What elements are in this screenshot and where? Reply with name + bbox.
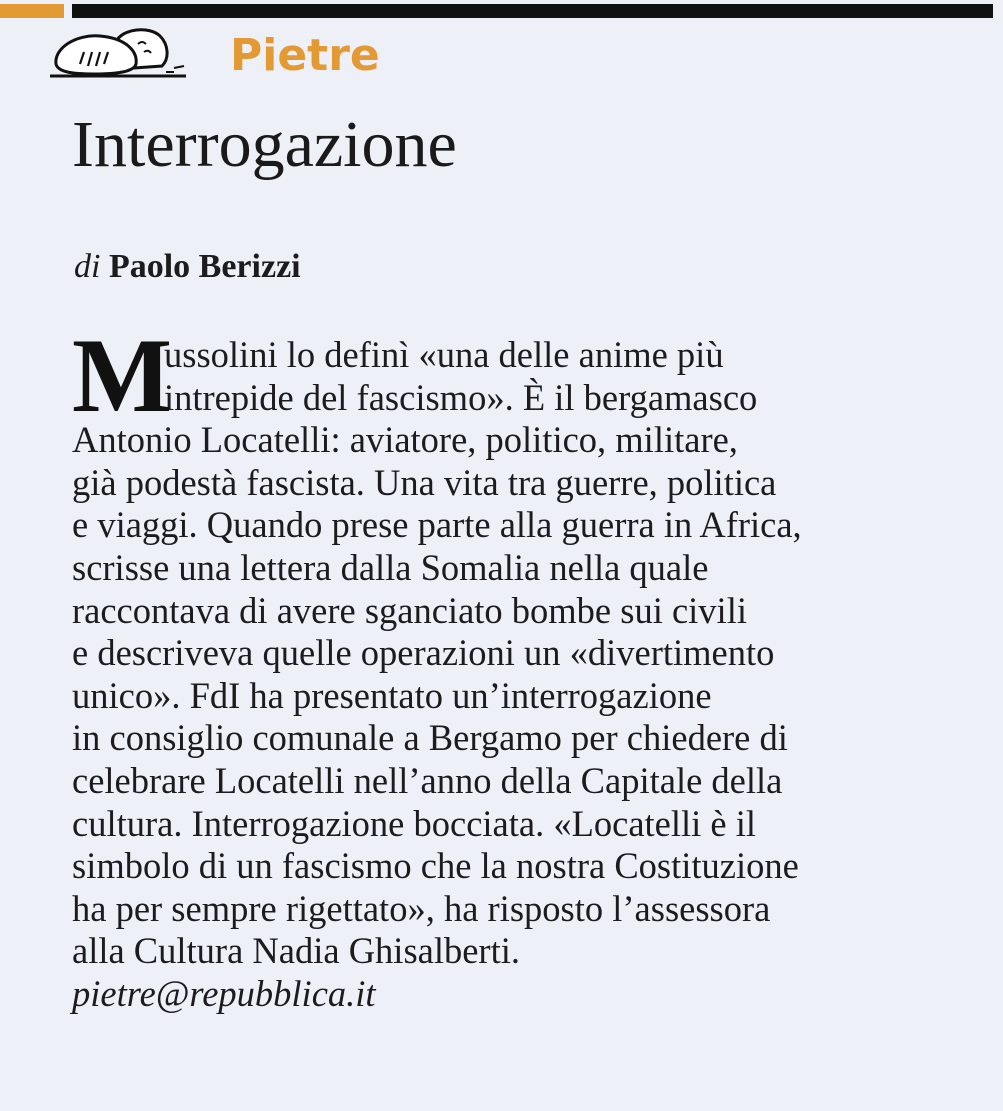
article-body <box>72 317 952 1016</box>
article-line: simbolo di un fascismo che la nostra Costituzione <box>72 845 799 887</box>
page-title: Interrogazione <box>72 108 457 181</box>
article-line: ussolini lo definì «una delle anime più <box>164 334 724 375</box>
article-line: e descriveva quelle operazioni un «divertimento <box>72 632 775 674</box>
byline-prefix: di <box>74 248 101 285</box>
byline <box>74 250 301 284</box>
header-accent-bar <box>0 4 64 18</box>
article-line: celebrare Locatelli nell’anno della Capitale della <box>72 759 783 801</box>
author-name: Paolo Berizzi <box>108 248 301 285</box>
section-label: Pietre <box>230 30 380 81</box>
article-line: raccontava di avere sganciato bombe sui civili <box>72 589 747 631</box>
article-line: unico». FdI ha presentato un’interrogazione <box>72 674 712 716</box>
article-line: Antonio Locatelli: aviatore, politico, militare, <box>72 419 738 461</box>
contact-email-link[interactable]: pietre@repubblica.it <box>72 972 376 1014</box>
header-rule <box>72 4 993 18</box>
article-line: in consiglio comunale a Bergamo per chiedere di <box>72 717 788 759</box>
article-line: ha per sempre rigettato», ha risposto l’assessora <box>72 887 771 929</box>
article-line: cultura. Interrogazione bocciata. «Locatelli è il <box>72 802 757 844</box>
article-line: scrisse una lettera dalla Somalia nella quale <box>72 546 709 588</box>
article-line: alla Cultura Nadia Ghisalberti. <box>72 930 520 972</box>
article-line: già podestà fascista. Una vita tra guerre, politica <box>72 461 777 503</box>
article-line: intrepide del fascismo». È il bergamasco <box>164 376 758 418</box>
stones-icon <box>46 20 196 80</box>
drop-cap: M <box>72 317 173 434</box>
article-line: e viaggi. Quando prese parte alla guerra in Africa, <box>72 504 802 546</box>
